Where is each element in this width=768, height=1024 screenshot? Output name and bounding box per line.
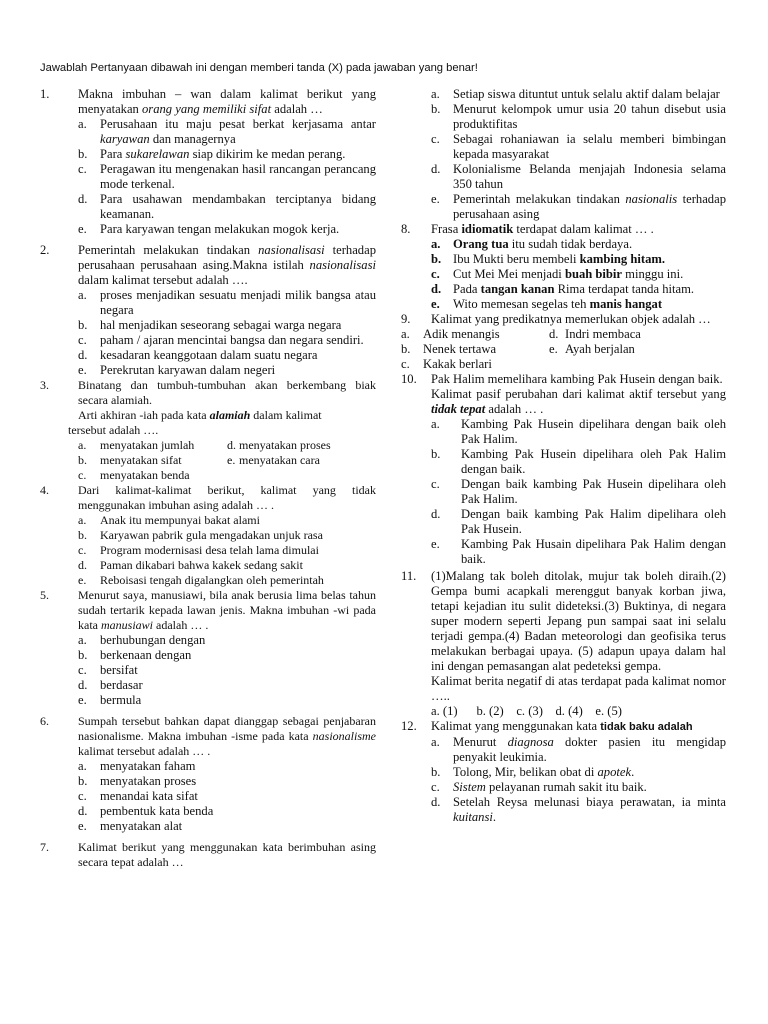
- option-d[interactable]: d. Kolonialisme Belanda menjajah Indonesia selama 350 tahun: [431, 162, 726, 191]
- question-8-options: [431, 237, 726, 312]
- option-row: [78, 453, 376, 468]
- option-a[interactable]: a. Perusahaan itu maju pesat berkat kerjasama antar karyawan dan managernya: [78, 117, 376, 146]
- question-stem: Makna imbuhan – wan dalam kalimat berikut yang menyatakan orang yang memiliki sifat adalah …: [78, 87, 376, 116]
- question-number: 4.: [40, 483, 49, 497]
- question-stem: Pemerintah melakukan tindakan nasionalisasi terhadap perusahaan perusahaan asing.Makna istilah nasionalisasi dalam kalimat tersebut adalah ….: [78, 243, 376, 287]
- right-column: [401, 87, 726, 825]
- option-c[interactable]: c. Peragawan itu mengenakan hasil rancangan perancang mode terkenal.: [78, 162, 376, 191]
- option-d[interactable]: d. Indri membaca: [549, 327, 641, 341]
- question-4: [40, 483, 376, 513]
- option-d[interactable]: d. Paman dikabari bahwa kakek sedang sakit: [78, 558, 303, 572]
- option-c[interactable]: c. Sebagai rohaniawan ia selalu memberi bimbingan kepada masyarakat: [431, 132, 726, 161]
- question-3-prompt: Arti akhiran -iah pada kata alamiah dalam kalimat: [78, 408, 322, 422]
- question-9: [401, 312, 726, 327]
- question-stem: Kalimat yang predikatnya memerlukan objek adalah …: [431, 312, 711, 326]
- question-2-options: [78, 288, 376, 378]
- option-b[interactable]: b. Para sukarelawan siap dikirim ke medan perang.: [78, 147, 346, 161]
- option-b[interactable]: b. hal menjadikan seseorang sebagai warga negara: [78, 318, 342, 332]
- question-number: 3.: [40, 378, 49, 392]
- option-e[interactable]: e. bermula: [78, 693, 142, 707]
- option-d[interactable]: d. pembentuk kata benda: [78, 804, 214, 818]
- option-c[interactable]: c. Kakak berlari: [401, 357, 492, 371]
- question-number: 7.: [40, 840, 49, 854]
- question-number: 8.: [401, 222, 411, 236]
- option-c[interactable]: c. Program modernisasi desa telah lama dimulai: [78, 543, 319, 557]
- left-column: [40, 87, 376, 870]
- question-8: [401, 222, 726, 237]
- option-a[interactable]: a. menyatakan faham: [78, 759, 196, 773]
- option-d[interactable]: d. menyatakan proses: [227, 438, 331, 452]
- option-b[interactable]: b. Ibu Mukti beru membeli kambing hitam.: [431, 252, 666, 266]
- option-a[interactable]: a. Setiap siswa dituntut untuk selalu aktif dalam belajar: [431, 87, 720, 101]
- option-b[interactable]: b. Kambing Pak Husein dipelihara oleh Pak Halim dengan baik.: [431, 447, 726, 476]
- option-b[interactable]: b. berkenaan dengan: [78, 648, 192, 662]
- option-e[interactable]: e. Wito memesan segelas teh manis hangat: [431, 297, 663, 311]
- option-c[interactable]: c. Cut Mei Mei menjadi buah bibir minggu ini.: [431, 267, 684, 281]
- option-a[interactable]: a. menyatakan jumlah: [78, 438, 195, 452]
- question-stem: Binatang dan tumbuh-tumbuhan akan berkembang biak secara alamiah.: [78, 378, 376, 407]
- option-row: [401, 342, 726, 357]
- question-5: [40, 588, 376, 633]
- question-stem: Kalimat yang menggunakan kata tidak baku adalah: [431, 719, 693, 733]
- option-e[interactable]: e. Reboisasi tengah digalangkan oleh pemerintah: [78, 573, 324, 587]
- option-b[interactable]: b. menyatakan sifat: [78, 453, 182, 467]
- option-d[interactable]: d. Para usahawan mendambakan terciptanya bidang keamanan.: [78, 192, 376, 221]
- option-c[interactable]: c. bersifat: [78, 663, 138, 677]
- option-c[interactable]: c. Dengan baik kambing Pak Husein dipelihara oleh Pak Halim.: [431, 477, 726, 506]
- question-10: [401, 372, 726, 417]
- option-e[interactable]: e. Para karyawan tengan melakukan mogok kerja.: [78, 222, 340, 236]
- question-7: [40, 840, 376, 870]
- question-12: [401, 719, 726, 735]
- question-number: 12.: [401, 719, 417, 733]
- option-e[interactable]: e. Perekrutan karyawan dalam negeri: [78, 363, 276, 377]
- question-6-options: [78, 759, 376, 834]
- question-1-options: [78, 117, 376, 237]
- option-c[interactable]: c. menyatakan benda: [78, 468, 190, 482]
- question-number: 6.: [40, 714, 49, 728]
- question-number: 5.: [40, 588, 49, 602]
- option-c[interactable]: c. paham / ajaran mencintai bangsa dan negara sendiri.: [78, 333, 364, 347]
- option-c[interactable]: c. menandai kata sifat: [78, 789, 198, 803]
- question-stem: Kalimat berikut yang menggunakan kata berimbuhan asing secara tepat adalah …: [78, 840, 376, 869]
- option-b[interactable]: b. Menurut kelompok umur usia 20 tahun disebut usia produktifitas: [431, 102, 726, 131]
- question-stem: Dari kalimat-kalimat berikut, kalimat yang tidak menggunakan imbuhan asing adalah … .: [78, 483, 376, 512]
- option-a[interactable]: a. Adik menangis: [401, 327, 500, 341]
- option-row: [78, 438, 376, 453]
- option-d[interactable]: d. Pada tangan kanan Rima terdapat tanda hitam.: [431, 282, 695, 296]
- question-3-prompt-cont: tersebut adalah ….: [68, 423, 159, 437]
- question-6: [40, 714, 376, 759]
- question-5-options: [78, 633, 376, 708]
- option-d[interactable]: d. kesadaran keanggotaan dalam suatu negara: [78, 348, 318, 362]
- option-e[interactable]: e. menyatakan alat: [78, 819, 183, 833]
- question-12-options: [431, 735, 726, 825]
- question-10-options: [431, 417, 726, 567]
- option-a[interactable]: a. Anak itu mempunyai bakat alami: [78, 513, 260, 527]
- question-11-options[interactable]: a. (1) b. (2) c. (3) d. (4) e. (5): [431, 704, 622, 718]
- option-b[interactable]: b. Tolong, Mir, belikan obat di apotek.: [431, 765, 635, 779]
- option-e[interactable]: e. menyatakan cara: [227, 453, 320, 467]
- option-b[interactable]: b. Karyawan pabrik gula mengadakan unjuk rasa: [78, 528, 323, 542]
- question-stem: Sumpah tersebut bahkan dapat dianggap sebagai penjabaran nasionalisme. Makna imbuhan -isme pada kata nasionalisme kalimat tersebut adalah … .: [78, 714, 376, 758]
- question-1: [40, 87, 376, 117]
- option-a[interactable]: a. Orang tua itu sudah tidak berdaya.: [431, 237, 633, 251]
- question-11: [401, 569, 726, 719]
- option-d[interactable]: d. berdasar: [78, 678, 143, 692]
- option-c[interactable]: c. Sistem pelayanan rumah sakit itu baik.: [431, 780, 647, 794]
- question-7-options: [431, 87, 726, 222]
- option-d[interactable]: d. Setelah Reysa melunasi biaya perawatan, ia minta kuitansi.: [431, 795, 726, 824]
- question-4-options: [78, 513, 376, 588]
- option-d[interactable]: d. Dengan baik kambing Pak Halim dipelihara oleh Pak Husein.: [431, 507, 726, 536]
- option-a[interactable]: a. Menurut diagnosa dokter pasien itu mengidap penyakit leukimia.: [431, 735, 726, 764]
- instruction-header: Jawablah Pertanyaan dibawah ini dengan memberi tanda (X) pada jawaban yang benar!: [40, 62, 478, 74]
- question-9-options: [401, 327, 726, 372]
- option-a[interactable]: a. Kambing Pak Husein dipelihara dengan baik oleh Pak Halim.: [431, 417, 726, 446]
- option-e[interactable]: e. Ayah berjalan: [549, 342, 635, 356]
- question-number: 2.: [40, 243, 50, 257]
- option-a[interactable]: a. berhubungan dengan: [78, 633, 206, 647]
- option-a[interactable]: a. proses menjadikan sesuatu menjadi milik bangsa atau negara: [78, 288, 376, 317]
- option-e[interactable]: e. Pemerintah melakukan tindakan nasionalis terhadap perusahaan asing: [431, 192, 726, 221]
- question-number: 9.: [401, 312, 411, 326]
- question-number: 11.: [401, 569, 417, 583]
- question-number: 10.: [401, 372, 417, 386]
- option-e[interactable]: e. Kambing Pak Husain dipelihara Pak Halim dengan baik.: [431, 537, 726, 566]
- option-b[interactable]: b. Nenek tertawa: [401, 342, 497, 356]
- question-stem: (1)Malang tak boleh ditolak, mujur tak boleh diraih.(2) Gempa bumi acapkali merenggut banyak korban jiwa, tetapi kejadian itu sulit dideteksi.(3) Buktinya, di negara super modern seperti Jepang pun sampai saat ini selalu terjadi gempa.(4) Badan meteorologi dan geofisika terus melakukan berbagai upaya. (5) adapun upaya dalam hal ini dengan pemasangan alat pedeteksi gempa. Kalimat berita negatif di atas terdapat pada kalimat nomor ….. a. (1) b. (2) c. (3) d. (4) e. (5): [431, 569, 726, 718]
- question-number: 1.: [40, 87, 50, 101]
- question-stem: Menurut saya, manusiawi, bila anak berusia lima belas tahun sudah tertarik kepada lawan jenis. Makna imbuhan -wi pada kata manusiawi adalah … .: [78, 588, 376, 632]
- question-3: [40, 378, 376, 408]
- question-3-options: [78, 438, 376, 483]
- question-stem: Pak Halim memelihara kambing Pak Husein dengan baik. Kalimat pasif perubahan dari kalimat aktif tersebut yang tidak tepat adalah … .: [431, 372, 726, 416]
- question-2: [40, 243, 376, 288]
- option-b[interactable]: b. menyatakan proses: [78, 774, 197, 788]
- question-stem: Frasa idiomatik terdapat dalam kalimat … .: [431, 222, 654, 236]
- option-row: [401, 327, 726, 342]
